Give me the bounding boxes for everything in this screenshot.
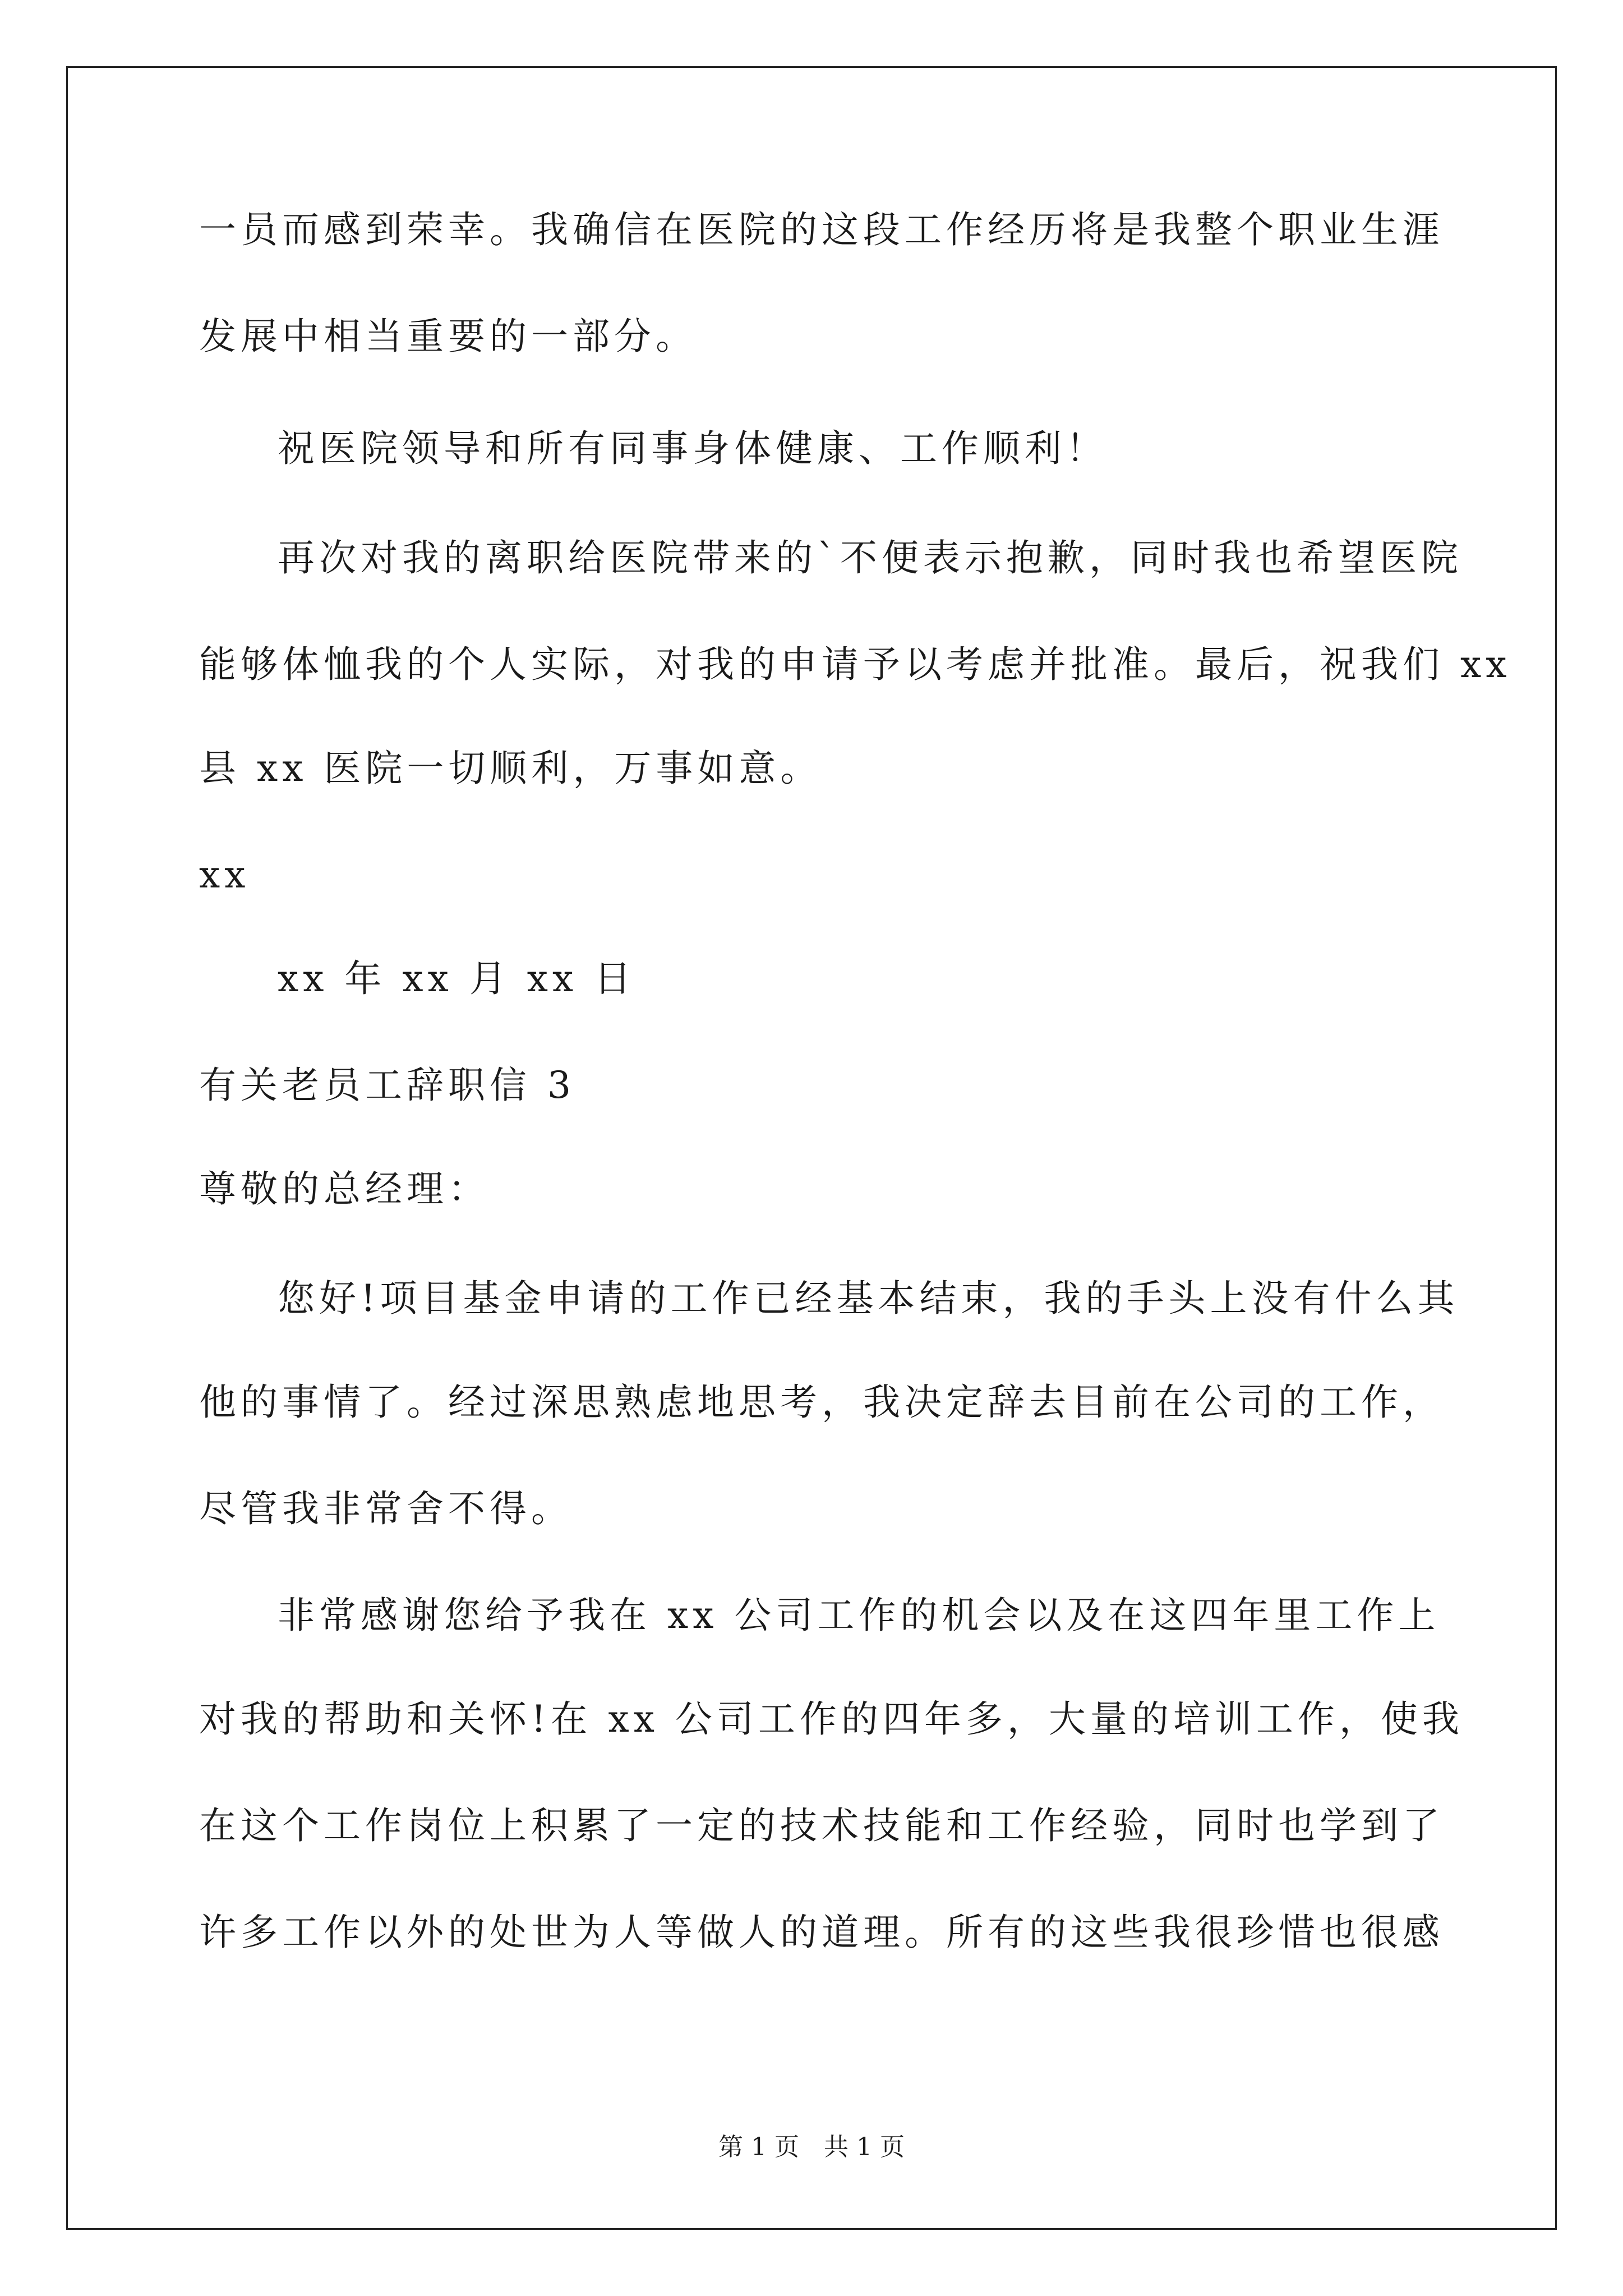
paragraph-line: 尽管我非常舍不得。 xyxy=(199,1487,573,1530)
paragraph-line: 非常感谢您给予我在 xx 公司工作的机会以及在这四年里工作上 xyxy=(278,1594,1440,1637)
paragraph-line: 您好!项目基金申请的工作已经基本结束，我的手头上没有什么其 xyxy=(278,1277,1459,1320)
salutation: 尊敬的总经理： xyxy=(199,1167,490,1211)
signature-name: xx xyxy=(199,853,250,896)
paragraph-line: 祝医院领导和所有同事身体健康、工作顺利！ xyxy=(278,427,1108,470)
paragraph-line: 对我的帮助和关怀!在 xx 公司工作的四年多，大量的培训工作，使我 xyxy=(199,1697,1464,1741)
page-footer: 第 1 页 共 1 页 xyxy=(718,2133,905,2161)
signature-date: xx 年 xx 月 xx 日 xyxy=(278,957,636,1000)
paragraph-line: 他的事情了。经过深思熟虑地思考，我决定辞去目前在公司的工作， xyxy=(199,1381,1444,1424)
paragraph-line: 能够体恤我的个人实际，对我的申请予以考虑并批准。最后，祝我们 xx xyxy=(199,643,1511,686)
paragraph-line: 发展中相当重要的一部分。 xyxy=(199,315,697,358)
paragraph-line: 再次对我的离职给医院带来的`不便表示抱歉，同时我也希望医院 xyxy=(278,536,1463,579)
paragraph-line: 许多工作以外的处世为人等做人的道理。所有的这些我很珍惜也很感 xyxy=(199,1911,1444,1954)
paragraph-line: 一员而感到荣幸。我确信在医院的这段工作经历将是我整个职业生涯 xyxy=(199,208,1444,251)
paragraph-line: 在这个工作岗位上积累了一定的技术技能和工作经验，同时也学到了 xyxy=(199,1804,1444,1847)
letter-title: 有关老员工辞职信 3 xyxy=(199,1064,575,1107)
paragraph-line: 县 xx 医院一切顺利，万事如意。 xyxy=(199,747,822,790)
page-border xyxy=(66,66,1557,2230)
